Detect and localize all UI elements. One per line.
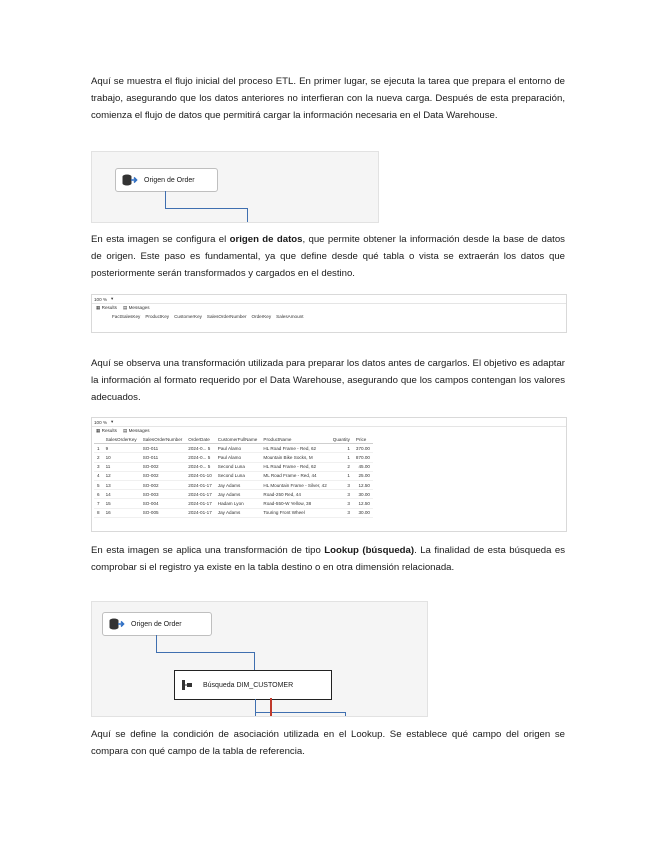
zoom-value[interactable]: 100 % bbox=[94, 296, 108, 302]
table-cell[interactable]: 4 bbox=[94, 471, 103, 480]
table-cell[interactable]: 30.00 bbox=[353, 490, 373, 499]
result-header-row bbox=[92, 312, 566, 320]
source-node[interactable] bbox=[102, 612, 212, 636]
table-row[interactable] bbox=[94, 508, 373, 517]
flow-output-connector bbox=[255, 699, 256, 716]
result-tabs bbox=[92, 304, 566, 312]
table-cell[interactable]: SO-003 bbox=[140, 490, 186, 499]
flow-connector bbox=[156, 635, 157, 652]
table-cell[interactable]: 2024-0... 5 bbox=[185, 444, 215, 453]
tab-messages[interactable]: ▤ Messages bbox=[122, 428, 150, 433]
column-header[interactable]: Price bbox=[353, 435, 373, 444]
paragraph-lookup bbox=[91, 543, 565, 577]
tab-label: Results bbox=[101, 305, 117, 310]
table-cell[interactable]: HL Road Frame - Red, 62 bbox=[260, 444, 329, 453]
column-header[interactable]: Quantity bbox=[330, 435, 353, 444]
table-cell[interactable]: 7 bbox=[94, 499, 103, 508]
table-cell[interactable]: 16 bbox=[103, 508, 140, 517]
column-header[interactable]: CustomerKey bbox=[174, 313, 202, 319]
table-cell[interactable]: 25.00 bbox=[353, 471, 373, 480]
table-cell[interactable]: 2024-0... 5 bbox=[185, 462, 215, 471]
table-cell[interactable]: 30.00 bbox=[353, 508, 373, 517]
flow-output-connector bbox=[255, 712, 345, 713]
table-cell[interactable]: 2024-01-17 bbox=[185, 490, 215, 499]
table-cell[interactable]: 870.00 bbox=[353, 453, 373, 462]
table-cell[interactable]: 2 bbox=[94, 453, 103, 462]
results-grid bbox=[94, 435, 373, 518]
tab-label: Results bbox=[101, 428, 117, 433]
lookup-node-label: Búsqueda DIM_CUSTOMER bbox=[203, 681, 294, 689]
column-header[interactable]: CustomerFullName bbox=[215, 435, 261, 444]
paragraph-join-condition bbox=[91, 727, 565, 761]
source-node[interactable] bbox=[115, 168, 218, 192]
table-cell[interactable]: 370.00 bbox=[353, 444, 373, 453]
chevron-down-icon[interactable]: ▾ bbox=[111, 419, 114, 424]
table-cell[interactable]: 8 bbox=[94, 508, 103, 517]
column-header[interactable]: SalesAmount bbox=[276, 313, 304, 319]
database-source-icon bbox=[122, 174, 138, 186]
table-cell[interactable]: Hadam Lyon bbox=[215, 499, 261, 508]
table-cell[interactable]: 9 bbox=[103, 444, 140, 453]
table-cell[interactable]: 1 bbox=[94, 444, 103, 453]
table-row[interactable] bbox=[94, 499, 373, 508]
table-cell[interactable]: 2024-0... 5 bbox=[185, 453, 215, 462]
table-cell[interactable]: Road-250 Red, 44 bbox=[260, 490, 329, 499]
table-cell[interactable]: Road-550-W Yellow, 38 bbox=[260, 499, 329, 508]
table-cell[interactable]: 2024-01-17 bbox=[185, 480, 215, 489]
table-cell[interactable]: 2024-01-10 bbox=[185, 471, 215, 480]
column-header[interactable]: OrderDate bbox=[185, 435, 215, 444]
table-cell[interactable]: SO-002 bbox=[140, 462, 186, 471]
table-cell[interactable]: 14 bbox=[103, 490, 140, 499]
bold-term: origen de datos bbox=[229, 234, 303, 245]
screenshot-flow-source bbox=[91, 151, 379, 223]
table-cell[interactable]: ML Road Frame - Red, 44 bbox=[260, 471, 329, 480]
table-cell[interactable]: SO-002 bbox=[140, 471, 186, 480]
tab-results[interactable]: ▦ Results bbox=[96, 428, 117, 433]
table-cell[interactable]: Jay Adams bbox=[215, 508, 261, 517]
table-row[interactable] bbox=[94, 462, 373, 471]
table-header-row bbox=[94, 435, 373, 444]
tab-label: Messages bbox=[128, 428, 150, 433]
table-cell[interactable]: 2024-01-17 bbox=[185, 499, 215, 508]
table-cell[interactable]: SO-011 bbox=[140, 453, 186, 462]
table-cell[interactable]: Mountain Bike Socks, M bbox=[260, 453, 329, 462]
bold-term: Lookup (búsqueda) bbox=[324, 545, 415, 556]
table-cell[interactable]: SO-005 bbox=[140, 508, 186, 517]
table-cell[interactable]: Paul Alamo bbox=[215, 453, 261, 462]
zoom-value[interactable]: 100 % bbox=[94, 419, 108, 425]
column-header[interactable]: ProductKey bbox=[145, 313, 170, 319]
table-cell[interactable]: 1 bbox=[330, 471, 353, 480]
screenshot-query-results bbox=[91, 417, 567, 532]
paragraph-text: Aquí se muestra el flujo inicial del proceso ETL. En primer lugar, se ejecuta la tarea que prepara el entorno de trabajo, asegurando que los datos anteriores no interfieran con la nueva carga. Después de esta preparación, comienza el flujo de datos que permitirá cargar la información necesaria en el Data Warehouse. bbox=[91, 76, 565, 121]
table-cell[interactable]: Second Luna bbox=[215, 462, 261, 471]
paragraph-text: Aquí se define la condición de asociación utilizada en el Lookup. Se establece qué campo del origen se compara con qué campo de la tabla de referencia. bbox=[91, 729, 565, 757]
table-row[interactable] bbox=[94, 471, 373, 480]
paragraph-data-source bbox=[91, 232, 565, 282]
table-cell[interactable]: Jay Adams bbox=[215, 480, 261, 489]
column-header[interactable]: SalesOrderNumber bbox=[206, 313, 247, 319]
table-cell[interactable]: 12.50 bbox=[353, 499, 373, 508]
paragraph-text: En esta imagen se configura el bbox=[91, 234, 230, 245]
table-cell[interactable]: 3 bbox=[330, 490, 353, 499]
table-cell[interactable]: SO-002 bbox=[140, 480, 186, 489]
table-cell[interactable]: HL Road Frame - Red, 62 bbox=[260, 462, 329, 471]
column-header[interactable]: FactSalesKey bbox=[112, 313, 141, 319]
table-cell[interactable]: 1 bbox=[330, 444, 353, 453]
paragraph-transformation bbox=[91, 356, 565, 406]
flow-connector bbox=[165, 208, 247, 209]
tab-label: Messages bbox=[128, 305, 150, 310]
screenshot-flow-lookup bbox=[91, 601, 428, 717]
result-tabs bbox=[92, 427, 566, 435]
tab-results[interactable]: ▦ Results bbox=[96, 305, 117, 310]
table-cell[interactable]: 15 bbox=[103, 499, 140, 508]
database-source-icon bbox=[109, 618, 125, 630]
tab-messages[interactable]: ▤ Messages bbox=[122, 305, 150, 310]
table-cell[interactable]: 3 bbox=[330, 499, 353, 508]
column-header[interactable]: SalesOrderKey bbox=[103, 435, 140, 444]
flow-connector bbox=[254, 652, 255, 670]
table-cell[interactable]: 10 bbox=[103, 453, 140, 462]
table-cell[interactable]: Second Luna bbox=[215, 471, 261, 480]
table-cell[interactable]: 3 bbox=[94, 462, 103, 471]
table-cell[interactable]: 45.00 bbox=[353, 462, 373, 471]
table-cell[interactable]: 11 bbox=[103, 462, 140, 471]
table-cell[interactable]: HL Mountain Frame - Silver, 42 bbox=[260, 480, 329, 489]
table-cell[interactable]: 6 bbox=[94, 490, 103, 499]
table-row[interactable] bbox=[94, 480, 373, 489]
lookup-node[interactable] bbox=[174, 670, 332, 700]
table-cell[interactable]: 12.50 bbox=[353, 480, 373, 489]
table-cell[interactable]: 3 bbox=[330, 480, 353, 489]
table-cell[interactable]: Touring Front Wheel bbox=[260, 508, 329, 517]
column-header[interactable]: ProductName bbox=[260, 435, 329, 444]
column-header[interactable] bbox=[94, 435, 103, 444]
table-cell[interactable]: 2024-01-17 bbox=[185, 508, 215, 517]
flow-connector bbox=[156, 652, 254, 653]
table-cell[interactable]: 12 bbox=[103, 471, 140, 480]
chevron-down-icon[interactable]: ▾ bbox=[111, 296, 114, 301]
column-header[interactable]: OrderKey bbox=[251, 313, 272, 319]
table-cell[interactable]: Jay Adams bbox=[215, 490, 261, 499]
screenshot-query-empty bbox=[91, 294, 567, 333]
table-row[interactable] bbox=[94, 444, 373, 453]
zoom-bar bbox=[92, 418, 566, 427]
table-cell[interactable]: 1 bbox=[330, 453, 353, 462]
table-row[interactable] bbox=[94, 453, 373, 462]
table-cell[interactable]: 3 bbox=[330, 508, 353, 517]
table-row[interactable] bbox=[94, 490, 373, 499]
paragraph-etl-intro bbox=[91, 74, 565, 124]
paragraph-text: . La finalidad de esta búsqueda es comprobar si el registro ya existe en la tabla destino o en otra dimensión relacionada. bbox=[91, 545, 565, 573]
table-cell[interactable]: 2 bbox=[330, 462, 353, 471]
paragraph-text: , que permite obtener la información desde la base de datos de origen. Este paso es fundamental, ya que define desde qué tabla o vista se extraerán los datos que posteriormente serán transformados y cargados en el destino. bbox=[91, 234, 565, 279]
table-cell[interactable]: SO-004 bbox=[140, 499, 186, 508]
source-node-label: Origen de Order bbox=[144, 176, 195, 184]
table-cell[interactable]: Paul Alamo bbox=[215, 444, 261, 453]
lookup-icon bbox=[181, 679, 197, 691]
error-output-connector bbox=[270, 698, 272, 716]
table-cell[interactable]: 13 bbox=[103, 480, 140, 489]
flow-connector bbox=[247, 208, 248, 222]
paragraph-text: Aquí se observa una transformación utilizada para preparar los datos antes de cargarlos. El objetivo es adaptar la información al formato requerido por el Data Warehouse, asegurando que los campos contengan los valores adecuados. bbox=[91, 358, 565, 403]
source-node-label: Origen de Order bbox=[131, 620, 182, 628]
paragraph-text: En esta imagen se aplica una transformación de tipo bbox=[91, 545, 325, 556]
column-header[interactable]: SalesOrderNumber bbox=[140, 435, 186, 444]
flow-output-connector bbox=[345, 712, 346, 716]
zoom-bar bbox=[92, 295, 566, 304]
flow-connector bbox=[165, 191, 166, 208]
table-cell[interactable]: SO-011 bbox=[140, 444, 186, 453]
table-cell[interactable]: 5 bbox=[94, 480, 103, 489]
